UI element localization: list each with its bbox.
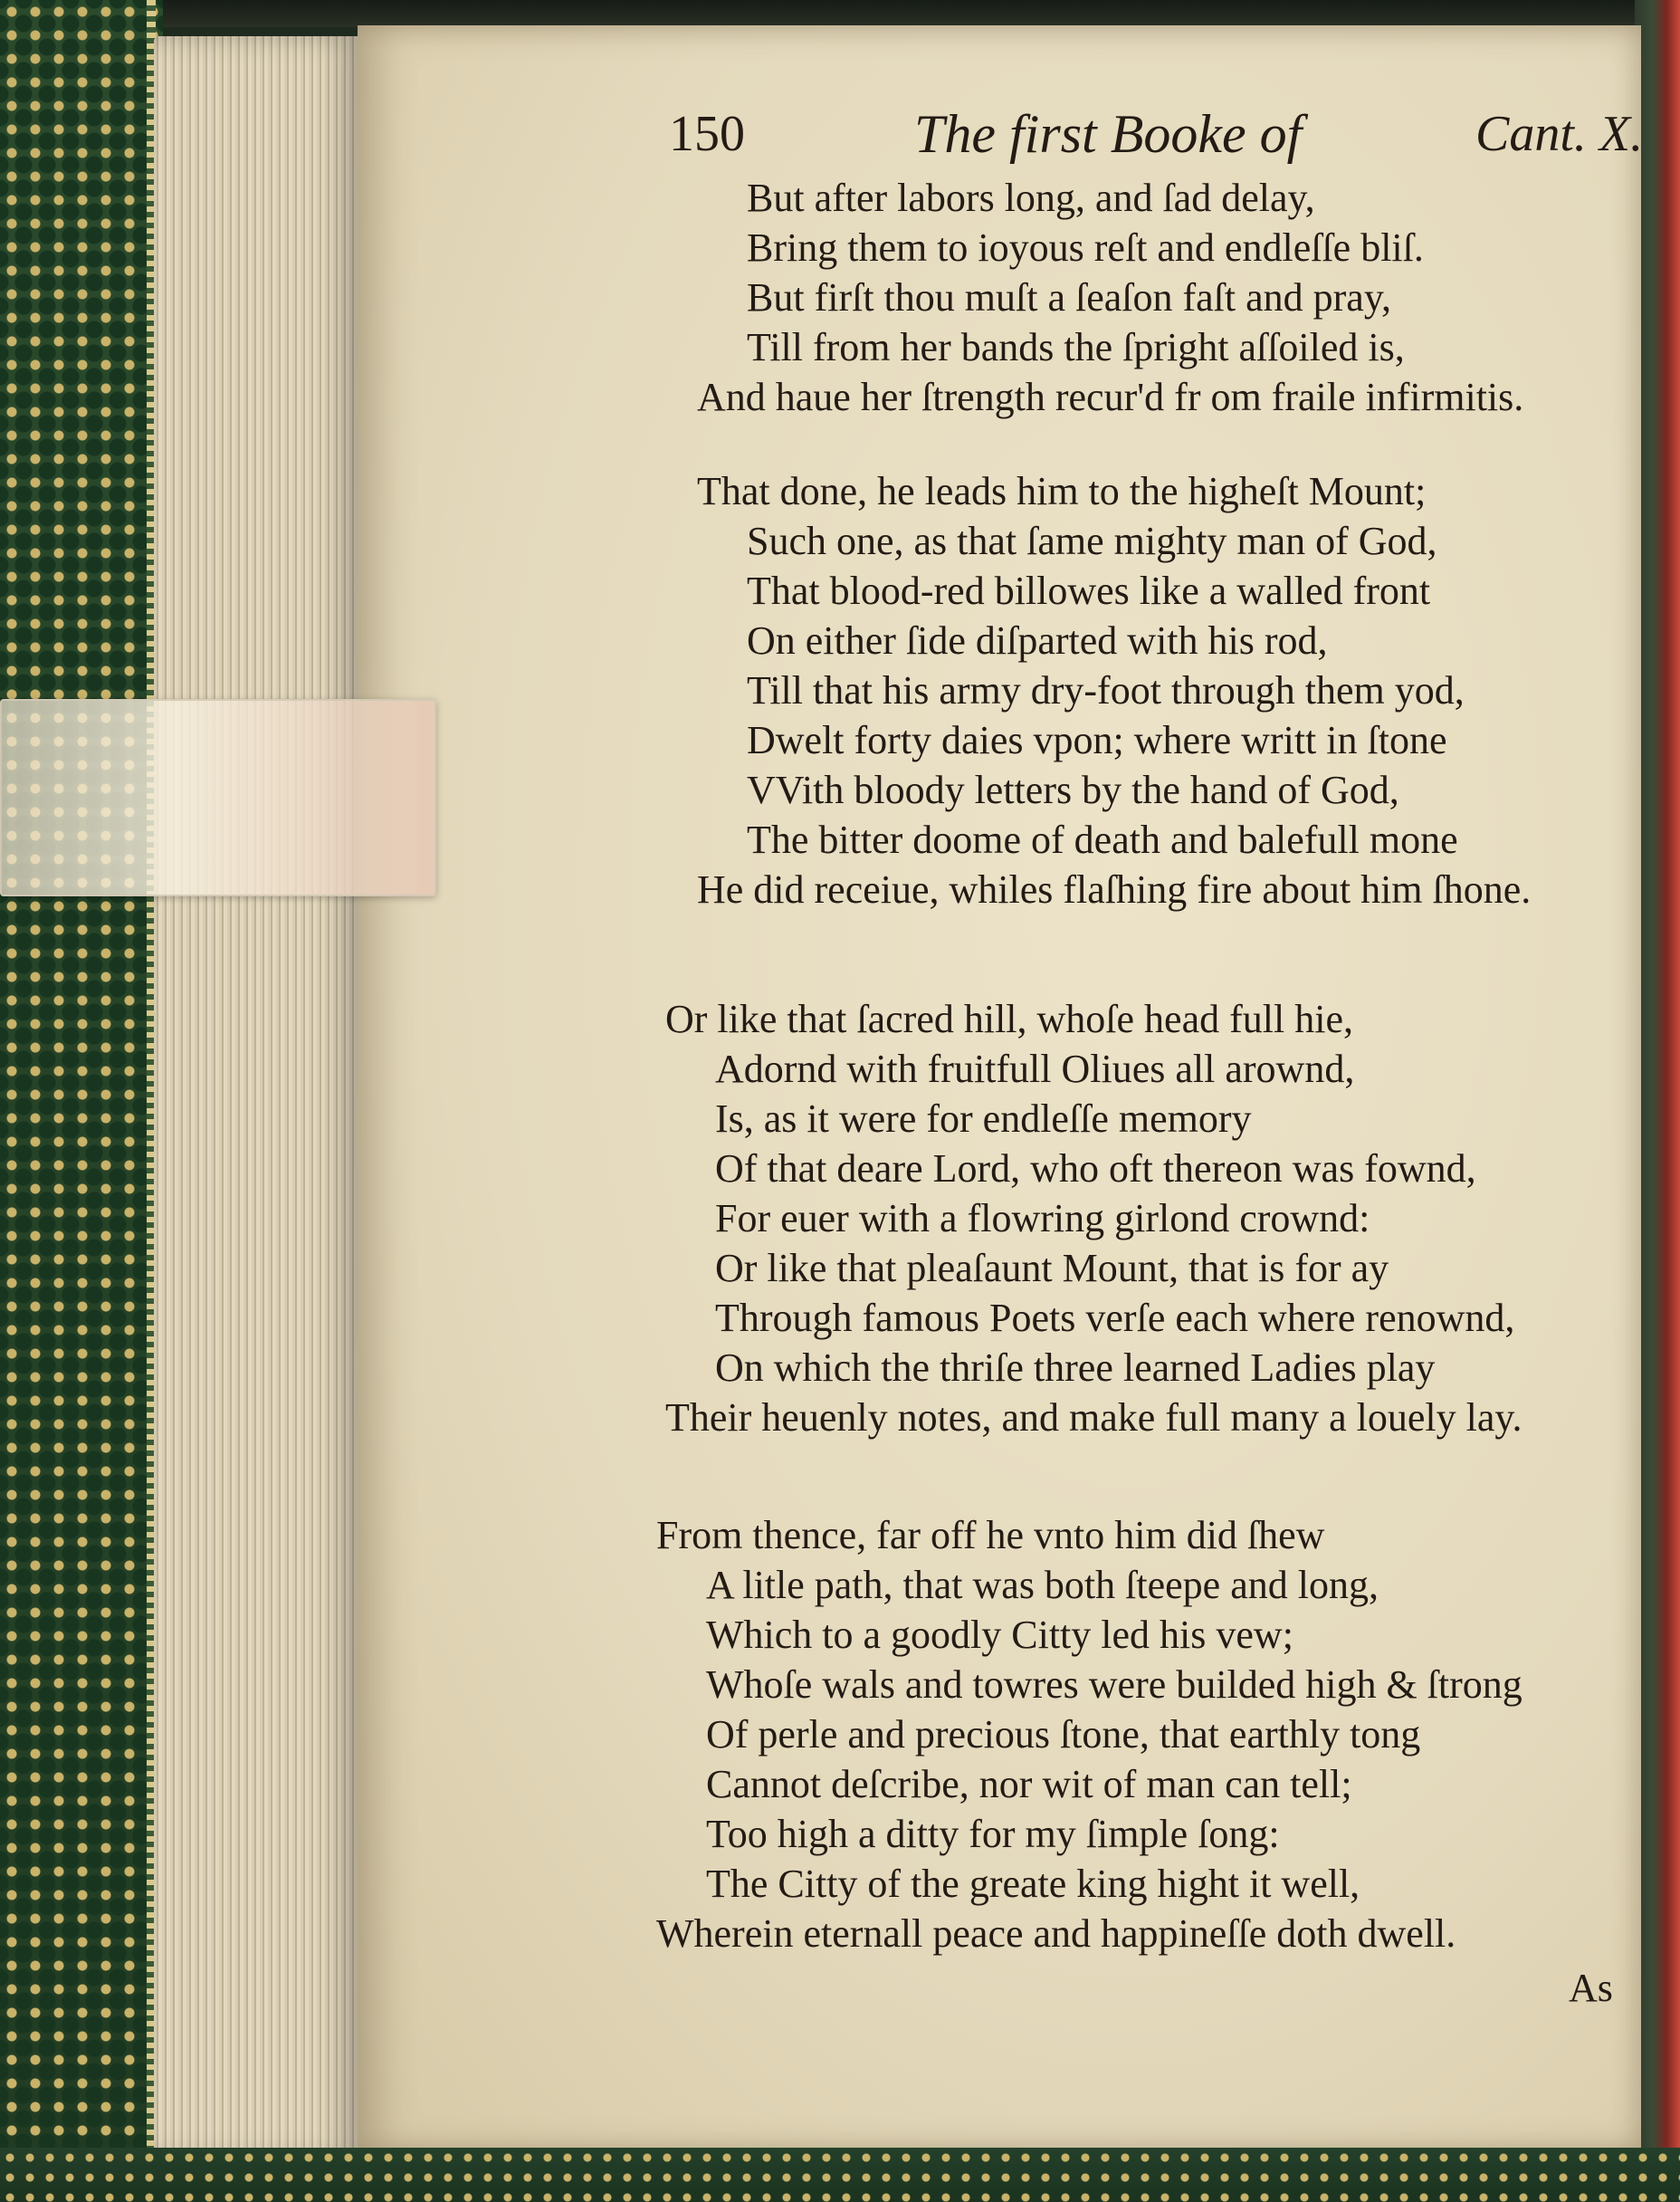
verse-line: That blood-red billowes like a walled front <box>747 569 1431 613</box>
verse-line: Through famous Poets verſe each where renownd, <box>715 1296 1515 1340</box>
bookmark-tab <box>0 699 436 896</box>
book-page <box>358 25 1644 2153</box>
verse-line: For euer with a flowring girlond crownd: <box>715 1196 1370 1240</box>
verse-line: The bitter doome of death and balefull mone <box>747 818 1458 862</box>
verse-line: From thence, far off he vnto him did ſhew <box>656 1513 1325 1557</box>
canto-label: Cant. X. <box>1475 106 1644 162</box>
verse-line: Or like that pleaſaunt Mount, that is for ay <box>715 1246 1389 1290</box>
verse-line: On either ſide diſparted with his rod, <box>747 618 1328 663</box>
running-title: The first Booke of <box>914 104 1303 164</box>
page-edges <box>154 36 364 2159</box>
verse-line: Till from her bands the ſpright aſſoiled is, <box>747 325 1405 369</box>
verse-line: The Citty of the greate king hight it well, <box>706 1862 1360 1906</box>
verse-line: That done, he leads him to the higheſt Mount; <box>697 469 1427 513</box>
stanza-4 <box>656 1510 1522 1958</box>
verse-line: Adornd with fruitfull Oliues all arownd, <box>715 1047 1355 1091</box>
cover-top-edge <box>163 0 1635 27</box>
catchword: As <box>1569 1966 1613 2010</box>
page-number: 150 <box>669 106 745 162</box>
stanza-3 <box>665 994 1522 1442</box>
verse-line: Of that deare Lord, who oft thereon was fownd, <box>715 1146 1476 1191</box>
verse-line: A litle path, that was both ſteepe and long, <box>706 1563 1379 1607</box>
verse-line: Too high a ditty for my ſimple ſong: <box>706 1812 1280 1856</box>
verse-line: Dwelt forty daies vpon; where writt in ſtone <box>747 718 1447 762</box>
verse-line: But after labors long, and ſad delay, <box>747 176 1315 220</box>
verse-line: On which the thriſe three learned Ladies play <box>715 1345 1436 1390</box>
verse-line: Whoſe wals and towres were builded high & ſtrong <box>706 1662 1522 1707</box>
stanza-2 <box>697 466 1531 914</box>
verse-line: Bring them to ioyous reſt and endleſſe bliſ. <box>747 225 1424 270</box>
verse-line: But firſt thou muſt a ſeaſon faſt and pray, <box>747 275 1391 320</box>
verse-line: Is, as it were for endleſſe memory <box>715 1096 1252 1141</box>
verse-line: Or like that ſacred hill, whoſe head full hie, <box>665 997 1353 1041</box>
verse-line: Of perle and precious ſtone, that earthly tong <box>706 1712 1421 1757</box>
stanza-1 <box>697 173 1523 422</box>
marbled-cover-left <box>0 0 163 2202</box>
marbled-cover-bottom <box>0 2148 1680 2202</box>
verse-line: VVith bloody letters by the hand of God, <box>747 768 1399 812</box>
verse-line: Such one, as that ſame mighty man of God, <box>747 519 1437 563</box>
verse-line: Which to a goodly Citty led his vew; <box>706 1613 1293 1657</box>
page-header <box>358 104 1644 177</box>
verse-line: He did receiue, whiles flaſhing fire about him ſhone. <box>697 867 1532 912</box>
verse-line: Till that his army dry-foot through them yod, <box>747 668 1465 713</box>
verse-line: And haue her ſtrength recur'd fr om fraile infirmitis. <box>697 375 1524 419</box>
verse-line: Cannot deſcribe, nor wit of man can tell; <box>706 1762 1352 1806</box>
verse-line: Wherein eternall peace and happineſſe doth dwell. <box>656 1911 1456 1956</box>
cover-right-edge <box>1635 0 1680 2202</box>
verse-line: Their heuenly notes, and make full many a louely lay. <box>665 1395 1522 1440</box>
